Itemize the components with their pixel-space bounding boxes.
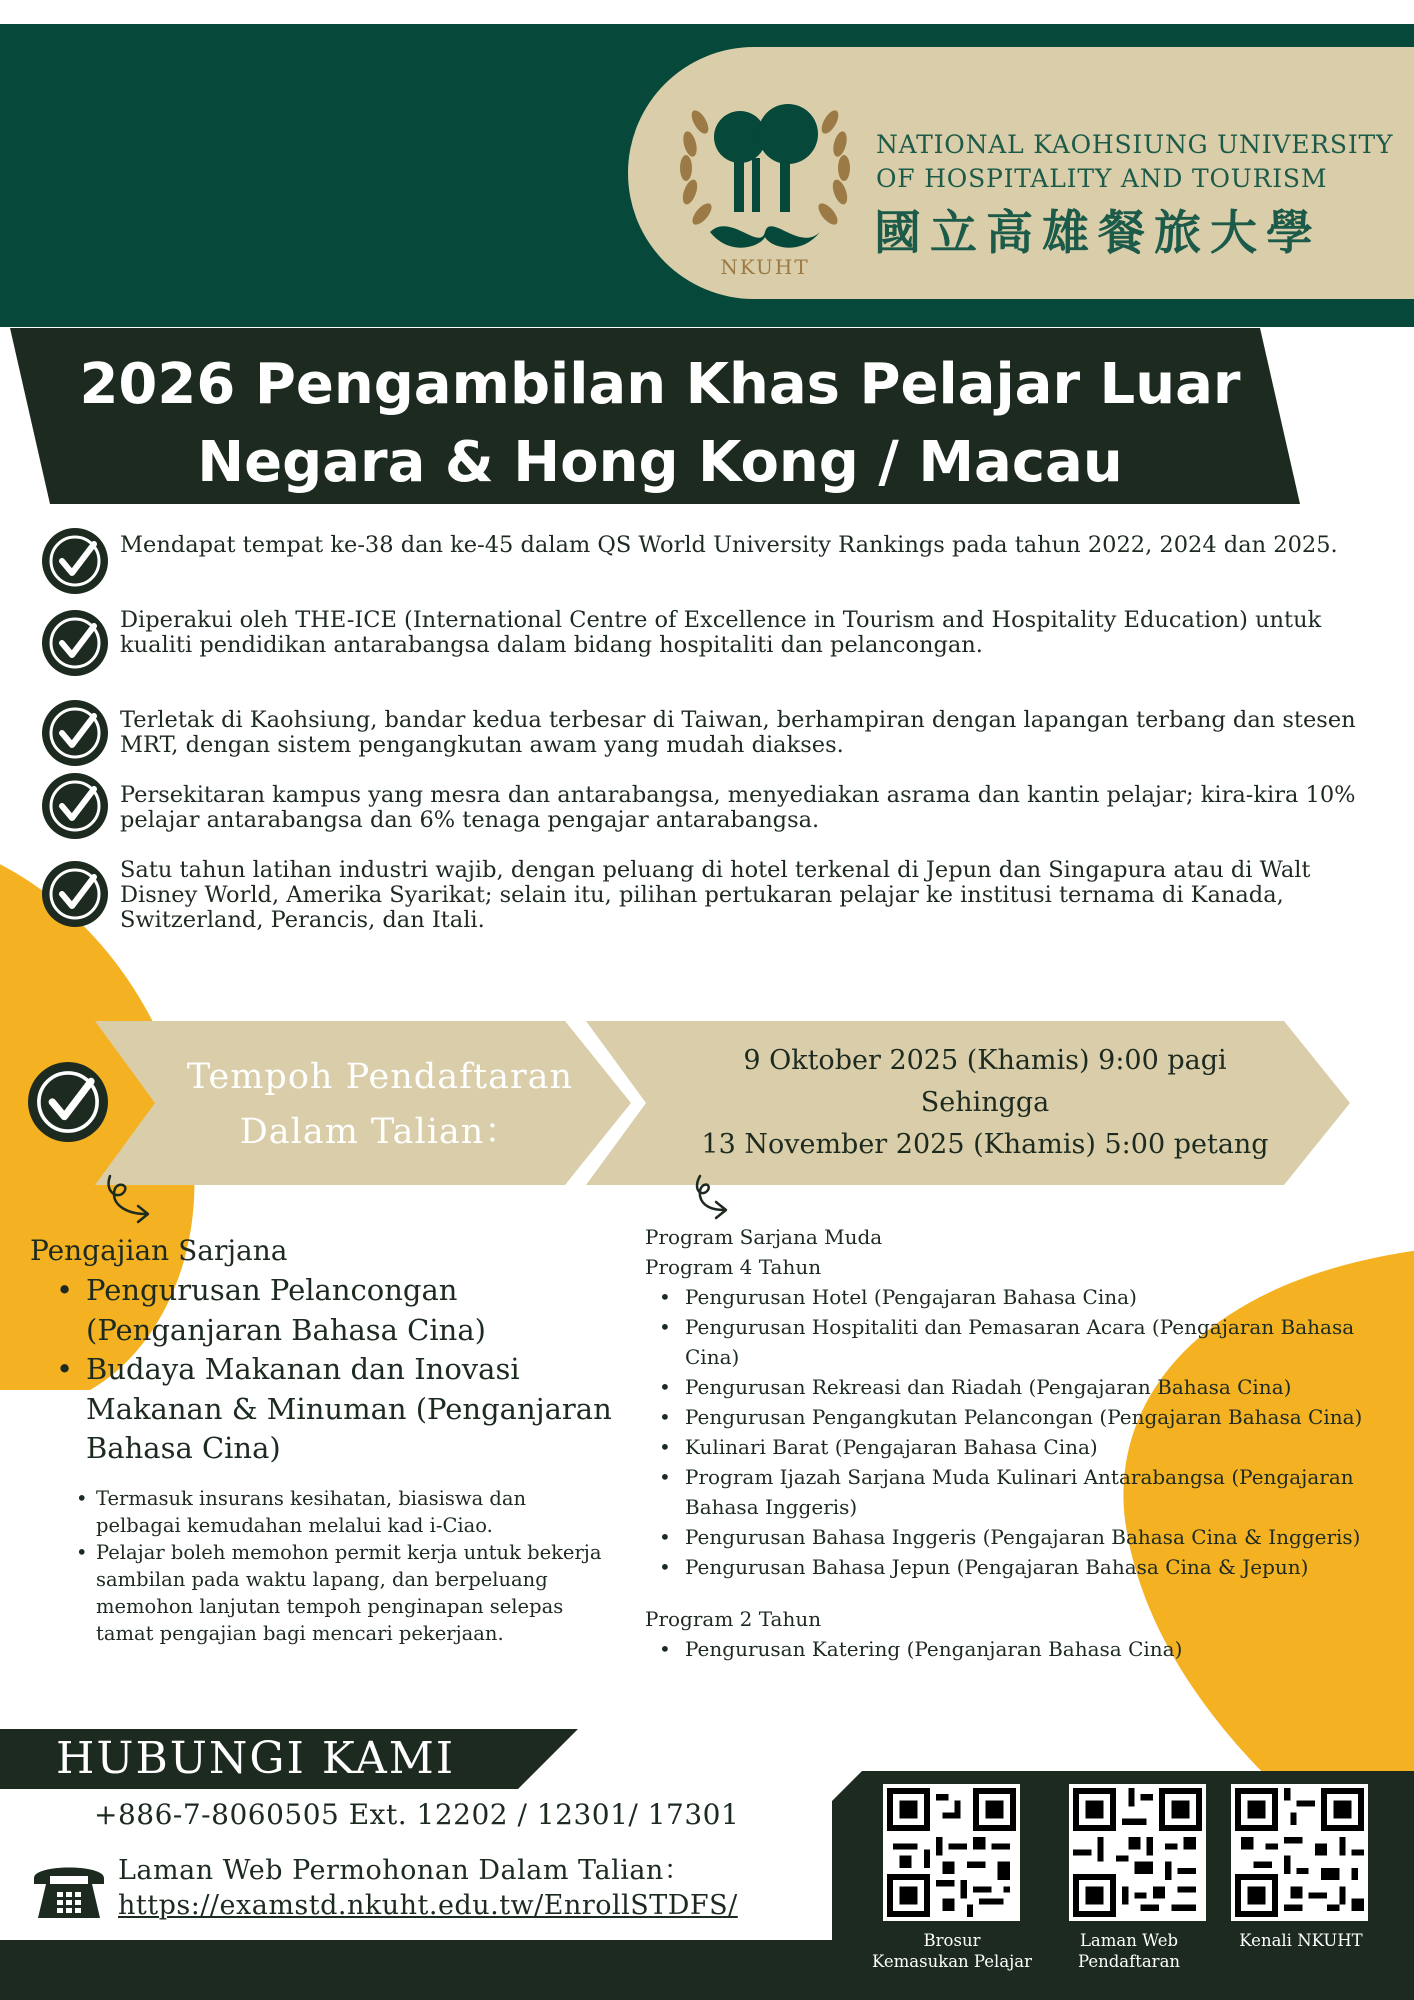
title-line2: Negara & Hong Kong / Macau bbox=[197, 430, 1123, 495]
feature-ranking: Mendapat tempat ke-38 dan ke-45 dalam QS World University Rankings pada tahun 2022, 2024 dan 2025. bbox=[120, 532, 1338, 558]
feature-campus: Persekitaran kampus yang mesra dan antarabangsa, menyediakan asrama dan kantin pelajar; kira-kira 10% pelajar antarabangsa dan 6% tenaga pengajar antarabangsa. bbox=[120, 782, 1356, 833]
qr-code-icon bbox=[887, 1788, 1016, 1917]
curly-arrow-icon bbox=[686, 1172, 738, 1228]
qr-code-icon bbox=[1235, 1788, 1364, 1917]
feature-accreditation: Diperakui oleh THE-ICE (International Centre of Excellence in Tourism and Hospitality Education) untuk kualiti pendidikan antarabangsa dalam bidang hospitaliti dan pelancongan. bbox=[120, 607, 1322, 658]
qr-code-registration[interactable] bbox=[1069, 1784, 1206, 1921]
contact-title: HUBUNGI KAMI bbox=[56, 1733, 456, 1784]
application-website-link[interactable]: https://examstd.nkuht.edu.tw/EnrollSTDFS/ bbox=[118, 1890, 738, 1921]
page-title bbox=[40, 346, 1280, 502]
bachelor-title: Program Sarjana Muda bbox=[645, 1225, 883, 1249]
university-name-english bbox=[876, 128, 1393, 196]
qr-label-line: Brosur bbox=[923, 1931, 981, 1950]
registration-start-date: 9 Oktober 2025 (Khamis) 9:00 pagi bbox=[743, 1045, 1227, 1076]
application-website-label: Laman Web Permohonan Dalam Talian： bbox=[118, 1855, 692, 1886]
list-item: • Program Ijazah Sarjana Muda Kulinari Antarabangsa (Pengajaran Bahasa Inggeris) bbox=[645, 1462, 1405, 1522]
university-emblem-icon bbox=[670, 82, 860, 282]
qr-label-line: Pendaftaran bbox=[1077, 1952, 1181, 1971]
qr-label-line: Laman Web bbox=[1079, 1931, 1179, 1950]
registration-label bbox=[160, 1050, 600, 1160]
list-item: • Kulinari Barat (Pengajaran Bahasa Cina) bbox=[645, 1432, 1405, 1462]
masters-title: Pengajian Sarjana bbox=[30, 1234, 288, 1267]
list-item: • Pengurusan Bahasa Inggeris (Pengajaran Bahasa Cina & Inggeris) bbox=[645, 1522, 1405, 1552]
check-icon bbox=[42, 700, 108, 766]
university-name-line2: OF HOSPITALITY AND TOURISM bbox=[876, 164, 1328, 193]
two-year-title: Program 2 Tahun bbox=[645, 1607, 822, 1631]
list-item: • Pengurusan Pengangkutan Pelancongan (Pengajaran Bahasa Cina) bbox=[645, 1402, 1405, 1432]
check-icon bbox=[42, 528, 108, 594]
curly-arrow-icon bbox=[104, 1172, 156, 1228]
masters-program-list bbox=[52, 1271, 612, 1469]
university-name-line1: NATIONAL KAOHSIUNG UNIVERSITY bbox=[876, 130, 1394, 159]
feature-location: Terletak di Kaohsiung, bandar kedua terbesar di Taiwan, berhampiran dengan lapangan terbang dan stesen MRT, dengan sistem pengangkutan awam yang mudah diakses. bbox=[120, 707, 1356, 758]
two-year-program-list bbox=[645, 1634, 1405, 1664]
list-item: • Pengurusan Katering (Penganjaran Bahasa Cina) bbox=[645, 1634, 1405, 1664]
list-item: • Pengurusan Hospitaliti dan Pemasaran Acara (Pengajaran Bahasa Cina) bbox=[645, 1312, 1405, 1372]
registration-dates bbox=[620, 1040, 1350, 1166]
masters-notes-list bbox=[74, 1485, 614, 1647]
feature-internship: Satu tahun latihan industri wajib, dengan peluang di hotel terkenal di Jepun dan Singapura atau di Walt Disney World, Amerika Syarikat; selain itu, pilihan pertukaran pelajar ke institusi ternama di Kanada, Switzerland, Perancis, dan Itali. bbox=[120, 857, 1311, 933]
list-item: • Pengurusan Hotel (Pengajaran Bahasa Cina) bbox=[645, 1282, 1405, 1312]
qr-code-about[interactable] bbox=[1231, 1784, 1368, 1921]
four-year-title: Program 4 Tahun bbox=[645, 1255, 822, 1279]
qr-code-icon bbox=[1073, 1788, 1202, 1917]
qr-label-registration bbox=[1054, 1930, 1204, 1972]
qr-label-line: Kemasukan Pelajar bbox=[871, 1952, 1032, 1971]
qr-label-about bbox=[1226, 1930, 1376, 1951]
registration-label-line2: Dalam Talian： bbox=[239, 1112, 521, 1152]
bachelor-programs bbox=[645, 1222, 1405, 1664]
list-item: • Termasuk insurans kesihatan, biasiswa dan pelbagai kemudahan melalui kad i-Ciao. bbox=[74, 1485, 614, 1539]
list-item: • Pelajar boleh memohon permit kerja untuk bekerja sambilan pada waktu lapang, dan berpeluang memohon lanjutan tempoh penginapan selepas tamat pengajian bagi mencari pekerjaan. bbox=[74, 1539, 614, 1647]
list-item: • Budaya Makanan dan Inovasi Makanan & Minuman (Penganjaran Bahasa Cina) bbox=[52, 1350, 612, 1469]
four-year-program-list bbox=[645, 1282, 1405, 1582]
registration-end-date: 13 November 2025 (Khamis) 5:00 petang bbox=[701, 1129, 1269, 1160]
registration-label-line1: Tempoh Pendaftaran bbox=[186, 1057, 574, 1097]
contact-phone[interactable]: +886-7-8060505 Ext. 12202 / 12301/ 17301 bbox=[94, 1798, 740, 1831]
list-item: • Pengurusan Bahasa Jepun (Pengajaran Bahasa Cina & Jepun) bbox=[645, 1552, 1405, 1582]
qr-label-brochure bbox=[856, 1930, 1048, 1972]
list-item: • Pengurusan Rekreasi dan Riadah (Pengajaran Bahasa Cina) bbox=[645, 1372, 1405, 1402]
logo-acronym: NKUHT bbox=[720, 255, 810, 279]
registration-until: Sehingga bbox=[920, 1087, 1050, 1118]
telephone-icon bbox=[32, 1858, 106, 1920]
list-item: • Pengurusan Pelancongan (Penganjaran Bahasa Cina) bbox=[52, 1271, 612, 1350]
check-icon bbox=[42, 773, 108, 839]
title-line1: 2026 Pengambilan Khas Pelajar Luar bbox=[79, 352, 1241, 417]
check-icon bbox=[42, 610, 108, 676]
qr-label-line: Kenali NKUHT bbox=[1239, 1931, 1363, 1950]
check-icon bbox=[42, 861, 108, 927]
qr-code-brochure[interactable] bbox=[883, 1784, 1020, 1921]
university-name-chinese: 國立高雄餐旅大學 bbox=[874, 206, 1322, 261]
